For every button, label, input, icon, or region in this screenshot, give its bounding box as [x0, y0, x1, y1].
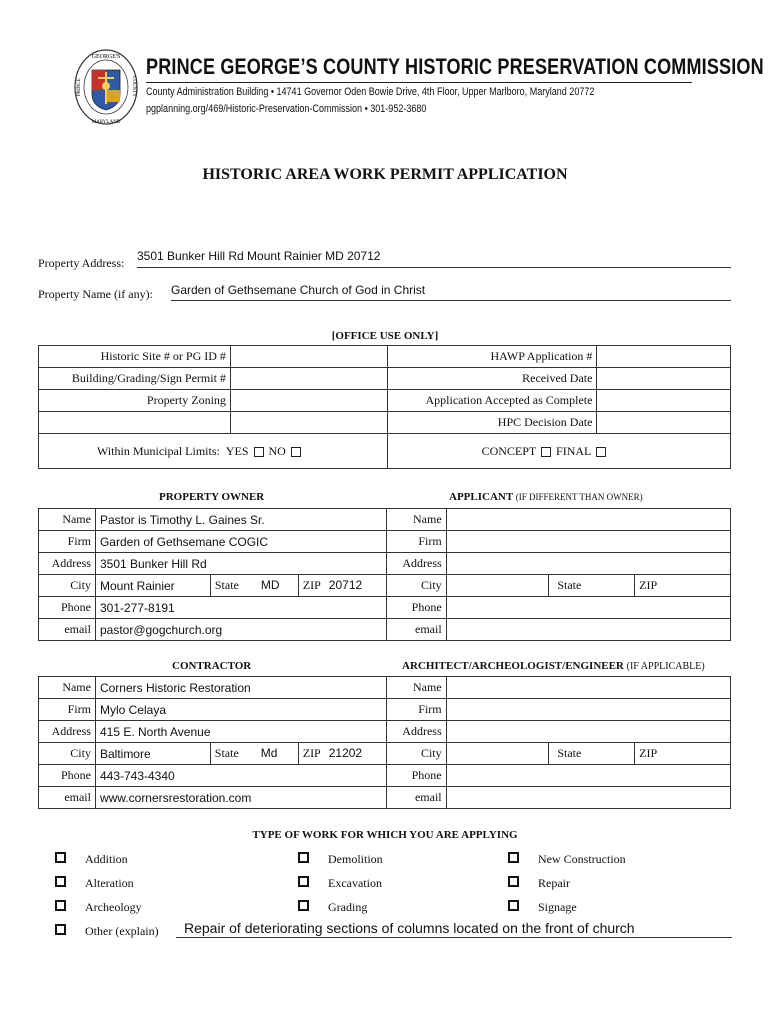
architect-zip-label[interactable]: ZIP	[635, 743, 731, 765]
accepted-complete-label: Application Accepted as Complete	[387, 390, 597, 412]
owner-phone-label: Phone	[39, 597, 96, 619]
header-rule	[146, 82, 692, 83]
municipal-limits-label: Within Municipal Limits:	[97, 443, 220, 458]
work-new-construction	[508, 852, 626, 867]
grading-checkbox[interactable]	[298, 900, 309, 911]
contractor-address-label: Address	[39, 721, 96, 743]
owner-address-label: Address	[39, 553, 96, 575]
contractor-email-label: email	[39, 787, 96, 809]
work-type-heading: TYPE OF WORK FOR WHICH YOU ARE APPLYING	[252, 829, 518, 841]
org-title: PRINCE GEORGE’S COUNTY HISTORIC PRESERVATION COMMISSION	[146, 54, 764, 79]
contractor-name-label: Name	[39, 677, 96, 699]
contractor-zip-field[interactable]: 21202	[328, 746, 363, 760]
property-zoning-label: Property Zoning	[39, 390, 231, 412]
work-repair	[508, 876, 570, 891]
owner-state-label: State	[214, 578, 239, 592]
org-address: County Administration Building • 14741 Governor Oden Bowie Drive, 4th Floor, Upper Marlboro, Maryland 20772	[146, 86, 595, 98]
applicant-email-label: email	[386, 619, 446, 641]
blank-left-field	[230, 412, 387, 434]
historic-site-label: Historic Site # or PG ID #	[39, 346, 231, 368]
architect-address-label: Address	[386, 721, 446, 743]
applicant-phone-label: Phone	[386, 597, 446, 619]
applicant-city-field[interactable]	[446, 575, 549, 597]
hawp-application-label: HAWP Application #	[387, 346, 597, 368]
archeology-checkbox[interactable]	[55, 900, 66, 911]
property-name-underline	[171, 300, 731, 301]
applicant-name-label: Name	[386, 509, 446, 531]
received-date-field[interactable]	[597, 368, 731, 390]
seal-text-bottom: MARYLAND	[91, 120, 121, 125]
new-construction-label: New Construction	[538, 852, 626, 866]
applicant-phone-field[interactable]	[446, 597, 730, 619]
architect-email-field[interactable]	[446, 787, 730, 809]
owner-name-label: Name	[39, 509, 96, 531]
architect-heading-note: (IF APPLICABLE)	[626, 661, 705, 672]
contractor-zip-label: ZIP	[302, 746, 321, 760]
contractor-address-field[interactable]: 415 E. North Avenue	[95, 721, 386, 743]
accepted-complete-field[interactable]	[597, 390, 731, 412]
owner-state-field[interactable]: MD	[260, 578, 280, 592]
work-excavation	[298, 876, 382, 891]
property-name-label: Property Name (if any):	[38, 287, 153, 301]
work-grading	[298, 900, 367, 915]
seal-text-left: PRINCE	[77, 78, 82, 96]
yes-label: YES	[225, 443, 249, 458]
owner-name-field[interactable]: Pastor is Timothy L. Gaines Sr.	[95, 509, 386, 531]
hpc-decision-label: HPC Decision Date	[387, 412, 597, 434]
contractor-name-field[interactable]: Corners Historic Restoration	[95, 677, 386, 699]
contractor-heading: CONTRACTOR	[172, 660, 252, 672]
addition-checkbox[interactable]	[55, 852, 66, 863]
contractor-firm-label: Firm	[39, 699, 96, 721]
contractor-architect-table	[38, 676, 731, 809]
owner-city-label: City	[39, 575, 96, 597]
concept-label: CONCEPT	[481, 443, 537, 458]
grading-label: Grading	[328, 900, 368, 914]
owner-firm-field[interactable]: Garden of Gethsemane COGIC	[95, 531, 386, 553]
contractor-zip-cell	[298, 743, 386, 765]
contractor-state-cell	[210, 743, 298, 765]
architect-firm-field[interactable]	[446, 699, 730, 721]
architect-address-field[interactable]	[446, 721, 730, 743]
architect-city-field[interactable]	[446, 743, 549, 765]
new-construction-checkbox[interactable]	[508, 852, 519, 863]
property-address-field[interactable]: 3501 Bunker Hill Rd Mount Rainier MD 20712	[137, 249, 381, 263]
concept-checkbox[interactable]	[541, 447, 551, 457]
yes-checkbox[interactable]	[254, 447, 264, 457]
owner-firm-label: Firm	[39, 531, 96, 553]
applicant-email-field[interactable]	[446, 619, 730, 641]
architect-phone-label: Phone	[386, 765, 446, 787]
alteration-checkbox[interactable]	[55, 876, 66, 887]
no-label: NO	[268, 443, 286, 458]
property-address-label: Property Address:	[38, 256, 125, 270]
property-zoning-field[interactable]	[230, 390, 387, 412]
architect-phone-field[interactable]	[446, 765, 730, 787]
signage-label: Signage	[538, 900, 577, 914]
excavation-checkbox[interactable]	[298, 876, 309, 887]
contractor-phone-field[interactable]: 443-743-4340	[95, 765, 386, 787]
final-label: FINAL	[556, 443, 591, 458]
seal-text-right: COUNTY	[131, 76, 136, 97]
office-use-table	[38, 345, 731, 469]
applicant-firm-field[interactable]	[446, 531, 730, 553]
applicant-heading-text: APPLICANT	[449, 491, 513, 503]
architect-heading	[402, 660, 705, 672]
architect-name-label: Name	[386, 677, 446, 699]
owner-email-field[interactable]: pastor@gogchurch.org	[95, 619, 386, 641]
work-alteration	[55, 876, 134, 891]
contractor-city-label: City	[39, 743, 96, 765]
property-name-field[interactable]: Garden of Gethsemane Church of God in Christ	[171, 283, 426, 297]
architect-email-label: email	[386, 787, 446, 809]
architect-city-label: City	[386, 743, 446, 765]
owner-address-field[interactable]: 3501 Bunker Hill Rd	[95, 553, 386, 575]
applicant-address-field[interactable]	[446, 553, 730, 575]
demolition-label: Demolition	[328, 852, 383, 866]
architect-firm-label: Firm	[386, 699, 446, 721]
work-demolition	[298, 852, 383, 867]
building-permit-label: Building/Grading/Sign Permit #	[39, 368, 231, 390]
applicant-name-field[interactable]	[446, 509, 730, 531]
owner-state-cell	[210, 575, 298, 597]
municipal-limits-cell	[39, 434, 388, 469]
other-explanation-field[interactable]: Repair of deteriorating sections of columns located on the front of church	[184, 920, 635, 936]
work-signage	[508, 900, 577, 915]
other-explanation-underline	[176, 937, 732, 938]
work-other	[55, 924, 159, 939]
form-title: HISTORIC AREA WORK PERMIT APPLICATION	[202, 166, 568, 183]
demolition-checkbox[interactable]	[298, 852, 309, 863]
historic-site-field[interactable]	[230, 346, 387, 368]
applicant-firm-label: Firm	[386, 531, 446, 553]
owner-city-field[interactable]: Mount Rainier	[95, 575, 210, 597]
property-address-underline	[137, 267, 731, 268]
work-addition	[55, 852, 128, 867]
contractor-firm-field[interactable]: Mylo Celaya	[95, 699, 386, 721]
applicant-heading-note: (IF DIFFERENT THAN OWNER)	[515, 492, 643, 502]
signage-checkbox[interactable]	[508, 900, 519, 911]
contractor-state-label: State	[214, 746, 239, 760]
architect-name-field[interactable]	[446, 677, 730, 699]
hpc-decision-field[interactable]	[597, 412, 731, 434]
applicant-heading	[449, 491, 643, 503]
applicant-city-label: City	[386, 575, 446, 597]
owner-applicant-table	[38, 508, 731, 641]
concept-final-cell	[387, 434, 730, 469]
seal-text-top: GEORGE'S	[91, 54, 121, 60]
received-date-label: Received Date	[387, 368, 597, 390]
owner-phone-field[interactable]: 301-277-8191	[95, 597, 386, 619]
other-label: Other (explain)	[85, 924, 159, 938]
owner-email-label: email	[39, 619, 96, 641]
contractor-email-field[interactable]: www.cornersrestoration.com	[95, 787, 386, 809]
office-use-heading: [OFFICE USE ONLY]	[331, 330, 439, 342]
repair-checkbox[interactable]	[508, 876, 519, 887]
applicant-state-label[interactable]: State	[549, 575, 635, 597]
addition-label: Addition	[85, 852, 128, 866]
no-checkbox[interactable]	[291, 447, 301, 457]
architect-state-label[interactable]: State	[549, 743, 635, 765]
alteration-label: Alteration	[85, 876, 134, 890]
owner-zip-cell	[298, 575, 386, 597]
county-seal-icon	[73, 48, 139, 126]
archeology-label: Archeology	[85, 900, 142, 914]
applicant-zip-label[interactable]: ZIP	[635, 575, 731, 597]
owner-zip-field[interactable]: 20712	[328, 578, 363, 592]
property-owner-heading: PROPERTY OWNER	[159, 491, 265, 503]
owner-zip-label: ZIP	[302, 578, 321, 592]
contractor-state-field[interactable]: Md	[260, 746, 278, 760]
hawp-application-field[interactable]	[597, 346, 731, 368]
contractor-phone-label: Phone	[39, 765, 96, 787]
blank-left-cell	[39, 412, 231, 434]
excavation-label: Excavation	[328, 876, 382, 890]
final-checkbox[interactable]	[596, 447, 606, 457]
applicant-address-label: Address	[386, 553, 446, 575]
architect-heading-text: ARCHITECT/ARCHEOLOGIST/ENGINEER	[402, 660, 624, 672]
other-checkbox[interactable]	[55, 924, 66, 935]
repair-label: Repair	[538, 876, 570, 890]
building-permit-field[interactable]	[230, 368, 387, 390]
org-contact: pgplanning.org/469/Historic-Preservation-Commission • 301-952-3680	[146, 103, 427, 115]
work-archeology	[55, 900, 142, 915]
contractor-city-field[interactable]: Baltimore	[95, 743, 210, 765]
